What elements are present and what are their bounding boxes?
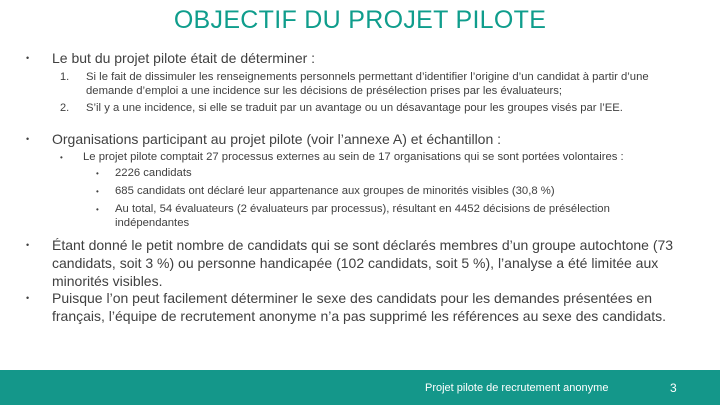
bullet-symbol: • [96, 205, 99, 214]
sub-bullet-text: Le projet pilote comptait 27 processus externes au sein de 17 organisations qui se sont portées volontaires : [83, 151, 624, 163]
bullet-sex-references [26, 289, 692, 325]
footer-bar [0, 370, 720, 405]
bullet-organisations [26, 130, 692, 148]
numbered-item-1 [52, 70, 691, 98]
subsub-bullet-3 [96, 202, 655, 230]
bullet-symbol: • [60, 153, 63, 162]
subsub-text: Au total, 54 évaluateurs (2 évaluateurs par processus), résultant en 4452 décisions de présélection indépendantes [115, 203, 610, 229]
bullet-symbol: • [96, 169, 99, 178]
objective-text: Le but du projet pilote était de déterminer : [52, 50, 316, 66]
subsub-bullet-2 [96, 184, 675, 200]
bullet-symbol: • [96, 187, 99, 196]
bullet-symbol: • [26, 293, 30, 303]
bullet-objective [26, 49, 692, 67]
item-number: 1. [60, 71, 70, 83]
bullet-symbol: • [26, 53, 30, 63]
sub-bullet-projet [60, 150, 683, 166]
item-text: S’il y a une incidence, si elle se traduit par un avantage ou un désavantage pour les groupes visés par l’EE. [86, 102, 623, 114]
bullet-small-groups [26, 236, 692, 290]
bullet-symbol: • [26, 134, 30, 144]
subsub-text: 2226 candidats [115, 167, 192, 179]
item-text: Si le fait de dissimuler les renseignements personnels permettant d’identifier l’origine d’un candidat à partir d’une demande d’emploi a une incidence sur les décisions de présélection prises par les évaluateurs; [86, 71, 649, 97]
footer-title: Projet pilote de recrutement anonyme [425, 382, 609, 394]
subsub-bullet-1 [96, 166, 675, 182]
page-number: 3 [670, 381, 677, 395]
subsub-text: 685 candidats ont déclaré leur appartenance aux groupes de minorités visibles (30,8 %) [115, 185, 555, 197]
item-number: 2. [60, 102, 70, 114]
slide-title: OBJECTIF DU PROJET PILOTE [173, 6, 547, 34]
small-groups-text: Étant donné le petit nombre de candidats qui se sont déclarés membres d’un groupe autochtone (73 candidats, soit 3 %) ou personne handicapée (102 candidats, soit 5 %), l’analyse a été limitée aux minorités visibles. [52, 237, 674, 289]
bullet-symbol: • [26, 240, 30, 250]
organisations-text: Organisations participant au projet pilote (voir l’annexe A) et échantillon : [52, 131, 502, 147]
numbered-item-2 [52, 101, 691, 116]
sex-references-text: Puisque l’on peut facilement déterminer le sexe des candidats pour les demandes présentées en français, l’équipe de recrutement anonyme n’a pas supprimé les références au sexe des candidats. [52, 290, 667, 324]
